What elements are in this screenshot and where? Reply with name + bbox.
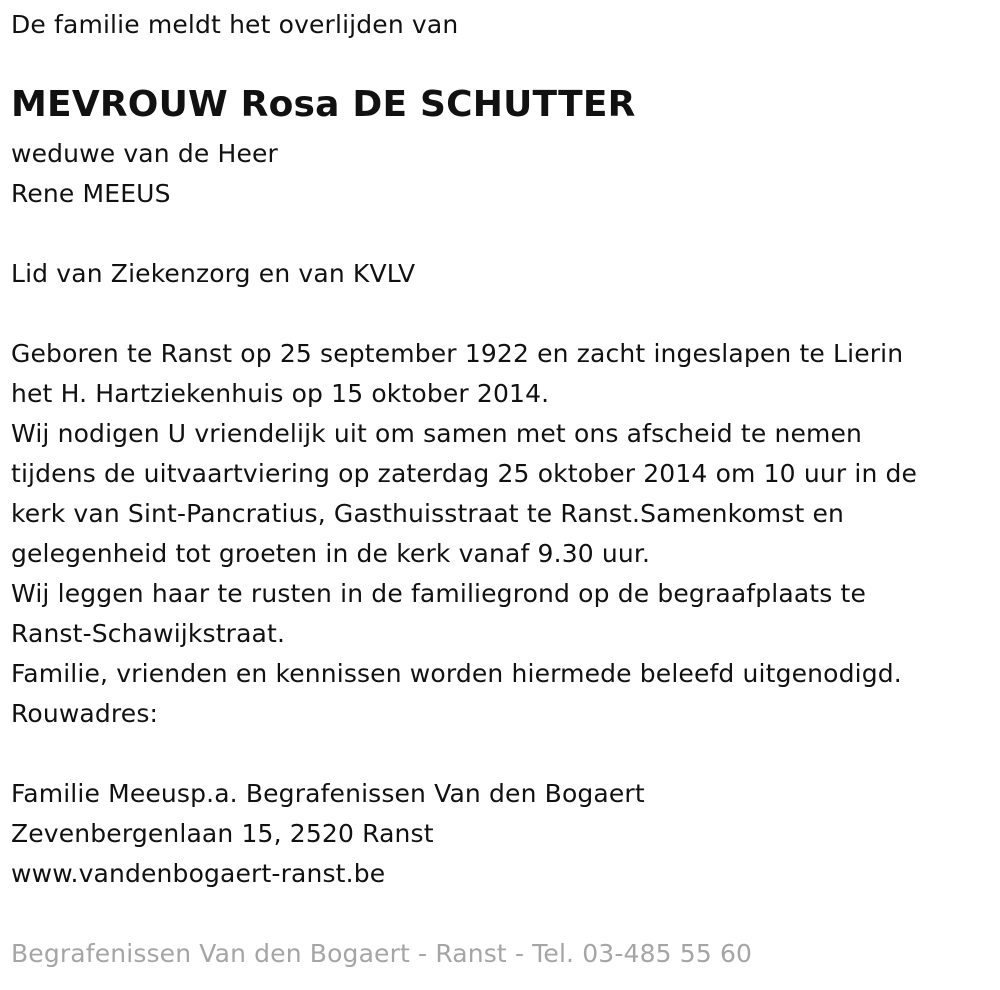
membership-block <box>11 254 415 294</box>
body-line: kerk van Sint-Pancratius, Gasthuisstraat te Ranst.Samenkomst en <box>11 499 845 528</box>
body-text <box>11 334 917 734</box>
mourning-address-label: Rouwadres: <box>11 699 159 728</box>
body-line: Familie, vrienden en kennissen worden hiermede beleefd uitgenodigd. <box>11 659 902 688</box>
address-block <box>11 774 645 894</box>
body-line: Wij leggen haar te rusten in de familiegrond op de begraafplaats te <box>11 579 866 608</box>
address-line: Familie Meeusp.a. Begrafenissen Van den Bogaert <box>11 779 645 808</box>
membership-text: Lid van Ziekenzorg en van KVLV <box>11 259 416 288</box>
spouse-block <box>11 134 278 214</box>
body-line: tijdens de uitvaartviering op zaterdag 25 oktober 2014 om 10 uur in de <box>11 459 918 488</box>
body-line: Ranst-Schawijkstraat. <box>11 619 286 648</box>
body-line: Wij nodigen U vriendelijk uit om samen met ons afscheid te nemen <box>11 419 863 448</box>
deceased-name: MEVROUW Rosa DE SCHUTTER <box>11 84 636 125</box>
body-line: het H. Hartziekenhuis op 15 oktober 2014. <box>11 379 550 408</box>
spouse-line: weduwe van de Heer <box>11 139 278 168</box>
address-line: Zevenbergenlaan 15, 2520 Ranst <box>11 819 434 848</box>
website-text: www.vandenbogaert-ranst.be <box>11 859 386 888</box>
footer-text: Begrafenissen Van den Bogaert - Ranst - Tel. 03-485 55 60 <box>11 939 753 968</box>
spouse-line: Rene MEEUS <box>11 179 171 208</box>
intro-text: De familie meldt het overlijden van <box>11 10 459 39</box>
body-line: gelegenheid tot groeten in de kerk vanaf 9.30 uur. <box>11 539 651 568</box>
body-line: Geboren te Ranst op 25 september 1922 en zacht ingeslapen te Lierin <box>11 339 904 368</box>
